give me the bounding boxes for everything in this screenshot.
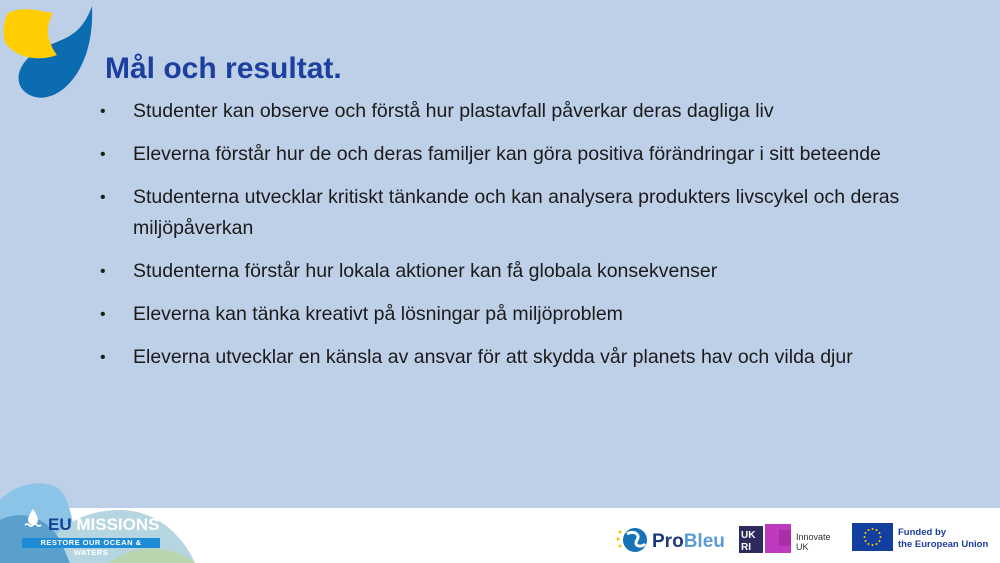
eu-flag-icon — [852, 523, 893, 551]
funded-line-2: the European Union — [898, 539, 989, 550]
probleu-logo-icon — [615, 526, 649, 554]
bullet-icon: • — [100, 103, 106, 120]
innovate-label: Innovate — [796, 532, 831, 542]
bullet-list — [100, 96, 900, 385]
bullet-icon: • — [100, 306, 106, 323]
bullet-item — [100, 342, 900, 373]
probleu-logo — [652, 531, 725, 553]
slide-title: Mål och resultat. — [105, 52, 342, 85]
bullet-item — [100, 299, 900, 330]
funded-line-1: Funded by — [898, 527, 947, 538]
brand-logo — [0, 0, 100, 100]
innovate-uk-text — [796, 532, 831, 552]
bullet-item — [100, 139, 900, 170]
svg-text:UK: UK — [741, 530, 756, 541]
bullet-text: Studenterna förstår hur lokala aktioner kan få globala konsekvenser — [133, 260, 718, 282]
bullet-icon: • — [100, 189, 106, 206]
bullet-item — [100, 256, 900, 287]
bullet-icon: • — [100, 349, 106, 366]
probleu-pro: Pro — [652, 531, 684, 552]
bullet-text: Eleverna kan tänka kreativt på lösningar på miljöproblem — [133, 303, 623, 325]
eu-missions-eu: EU — [48, 515, 72, 534]
water-drop-icon — [24, 508, 42, 530]
uk-label: UK — [796, 542, 809, 552]
bullet-text: Eleverna utvecklar en känsla av ansvar för att skydda vår planets hav och vilda djur — [133, 346, 853, 368]
bullet-text: Eleverna förstår hur de och deras familjer kan göra positiva förändringar i sitt beteende — [133, 143, 881, 165]
svg-text:RI: RI — [741, 542, 751, 553]
bullet-item — [100, 182, 900, 244]
bullet-text: Studenterna utvecklar kritiskt tänkande och kan analysera produkters livscykel och deras miljöpåverkan — [133, 186, 900, 239]
eu-funding-text — [898, 527, 988, 551]
bullet-text: Studenter kan observe och förstå hur plastavfall påverkar deras dagliga liv — [133, 100, 774, 122]
bullet-icon: • — [100, 146, 106, 163]
bullet-icon: • — [100, 263, 106, 280]
eu-missions-tagline: RESTORE OUR OCEAN & WATERS — [22, 538, 160, 548]
bullet-item — [100, 96, 900, 127]
eu-missions-missions: MISSIONS — [76, 515, 160, 534]
ukri-logo — [739, 524, 793, 553]
probleu-bleu: Bleu — [683, 531, 725, 552]
eu-missions-logo — [48, 515, 159, 535]
